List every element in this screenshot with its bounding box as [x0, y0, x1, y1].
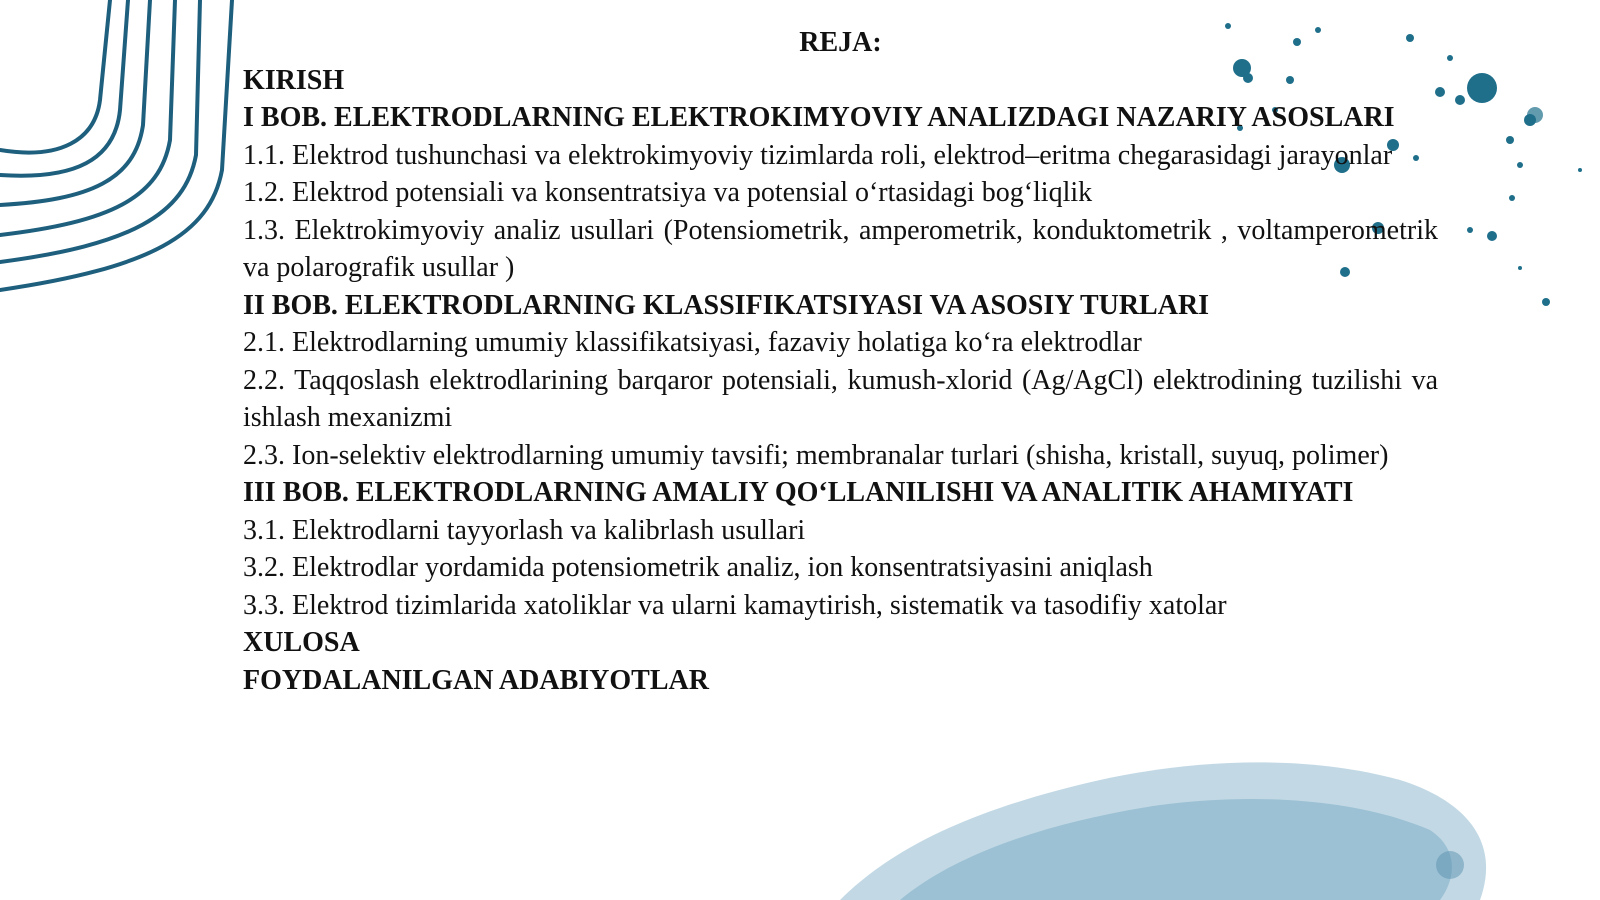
- curved-lines-decoration: [0, 0, 260, 300]
- subsection-item: 3.2. Elektrodlar yordamida potensiometrik analiz, ion konsentratsiyasini aniqlash: [243, 552, 1153, 583]
- section-heading: I BOB. ELEKTRODLARNING ELEKTROKIMYOVIY ANALIZDAGI NAZARIY ASOSLARI: [243, 102, 1395, 133]
- section-heading: KIRISH: [243, 64, 345, 96]
- section-heading: II BOB. ELEKTRODLARNING KLASSIFIKATSIYASI VA ASOSIY TURLARI: [243, 289, 1210, 321]
- subsection-item: 3.3. Elektrod tizimlarida xatoliklar va ularni kamaytirish, sistematik va tasodifiy xatolar: [243, 589, 1227, 621]
- watercolor-wash-decoration: [840, 750, 1540, 900]
- plan-list: [243, 62, 1438, 700]
- section-heading: III BOB. ELEKTRODLARNING AMALIY QO‘LLANILISHI VA ANALITIK AHAMIYATI: [243, 477, 1354, 508]
- section-heading: XULOSA: [243, 627, 360, 658]
- subsection-item: 2.2. Taqqoslash elektrodlarining barqaror potensiali, kumush-xlorid (Ag/AgCl) elektrodining tuzilishi va ishlash mexanizmi: [243, 364, 1438, 433]
- plan-content: [243, 24, 1438, 699]
- subsection-item: 2.3. Ion-selektiv elektrodlarning umumiy tavsifi; membranalar turlari (shisha, kristall, suyuq, polimer): [243, 439, 1389, 471]
- plan-title: REJA:: [799, 27, 882, 58]
- subsection-item: 3.1. Elektrodlarni tayyorlash va kalibrlash usullari: [243, 514, 806, 546]
- section-heading: FOYDALANILGAN ADABIYOTLAR: [243, 664, 709, 696]
- subsection-item: 1.3. Elektrokimyoviy analiz usullari (Potensiometrik, amperometrik, konduktometrik , voltamperometrik va polarografik usullar ): [243, 214, 1438, 283]
- subsection-item: 1.2. Elektrod potensiali va konsentratsiya va potensial o‘rtasidagi bog‘liqlik: [243, 177, 1093, 208]
- subsection-item: 1.1. Elektrod tushunchasi va elektrokimyoviy tizimlarda roli, elektrod–eritma chegarasidagi jarayonlar: [243, 139, 1393, 171]
- subsection-item: 2.1. Elektrodlarning umumiy klassifikatsiyasi, fazaviy holatiga ko‘ra elektrodlar: [243, 327, 1142, 358]
